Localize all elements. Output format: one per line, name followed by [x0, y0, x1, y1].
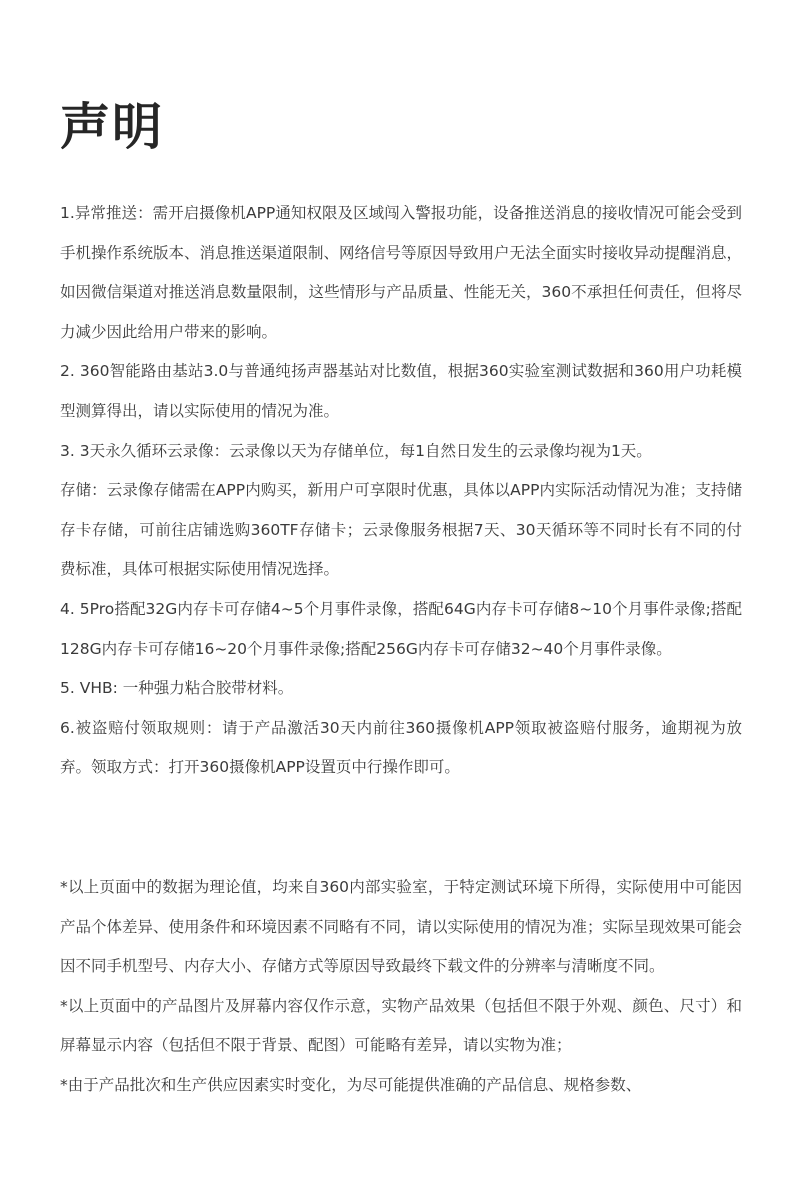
footnote-item-3: *由于产品批次和生产供应因素实时变化，为尽可能提供准确的产品信息、规格参数、	[60, 1075, 642, 1094]
footnote-list	[60, 868, 742, 1106]
statement-list	[60, 194, 742, 788]
statement-item-2: 2. 360智能路由基站3.0与普通纯扬声器基站对比数值，根据360实验室测试数据和360用户功耗模型测算得出，请以实际使用的情况为准。	[60, 362, 742, 420]
statement-item-6: 6.被盗赔付领取规则：请于产品激活30天内前往360摄像机APP领取被盗赔付服务，逾期视为放弃。领取方式：打开360摄像机APP设置页中行操作即可。	[60, 718, 742, 777]
statement-item-1: 1.异常推送：需开启摄像机APP通知权限及区域闯入警报功能，设备推送消息的接收情况可能会受到手机操作系统版本、消息推送渠道限制、网络信号等原因导致用户无法全面实时接收异动提醒消息，如因微信渠道对推送消息数量限制，这些情形与产品质量、性能无关，360不承担任何责任，但将尽力减少因此给用户带来的影响。	[60, 204, 743, 341]
footnote-item-1: *以上页面中的数据为理论值，均来自360内部实验室，于特定测试环境下所得，实际使用中可能因产品个体差异、使用条件和环境因素不同略有不同，请以实际使用的情况为准；实际呈现效果可能会因不同手机型号、内存大小、存储方式等原因导致最终下载文件的分辨率与清晰度不同。	[60, 878, 743, 976]
statement-item-storage: 存储：云录像存储需在APP内购买，新用户可享限时优惠，具体以APP内实际活动情况为准；支持储存卡存储，可前往店铺选购360TF存储卡；云录像服务根据7天、30天循环等不同时长有不同的付费标准，具体可根据实际使用情况选择。	[60, 481, 742, 579]
statement-item-3: 3. 3天永久循环云录像：云录像以天为存储单位，每1自然日发生的云录像均视为1天。	[60, 441, 652, 460]
statement-item-5: 5. VHB: 一种强力粘合胶带材料。	[60, 679, 294, 698]
footnote-item-2: *以上页面中的产品图片及屏幕内容仅作示意，实物产品效果（包括但不限于外观、颜色、尺寸）和屏幕显示内容（包括但不限于背景、配图）可能略有差异，请以实物为准；	[60, 996, 742, 1055]
page-title: 声明	[60, 98, 164, 156]
statement-item-4: 4. 5Pro搭配32G内存卡可存储4~5个月事件录像，搭配64G内存卡可存储8~10个月事件录像;搭配128G内存卡可存储16~20个月事件录像;搭配256G内存卡可存储32~40个月事件录像。	[60, 599, 742, 658]
